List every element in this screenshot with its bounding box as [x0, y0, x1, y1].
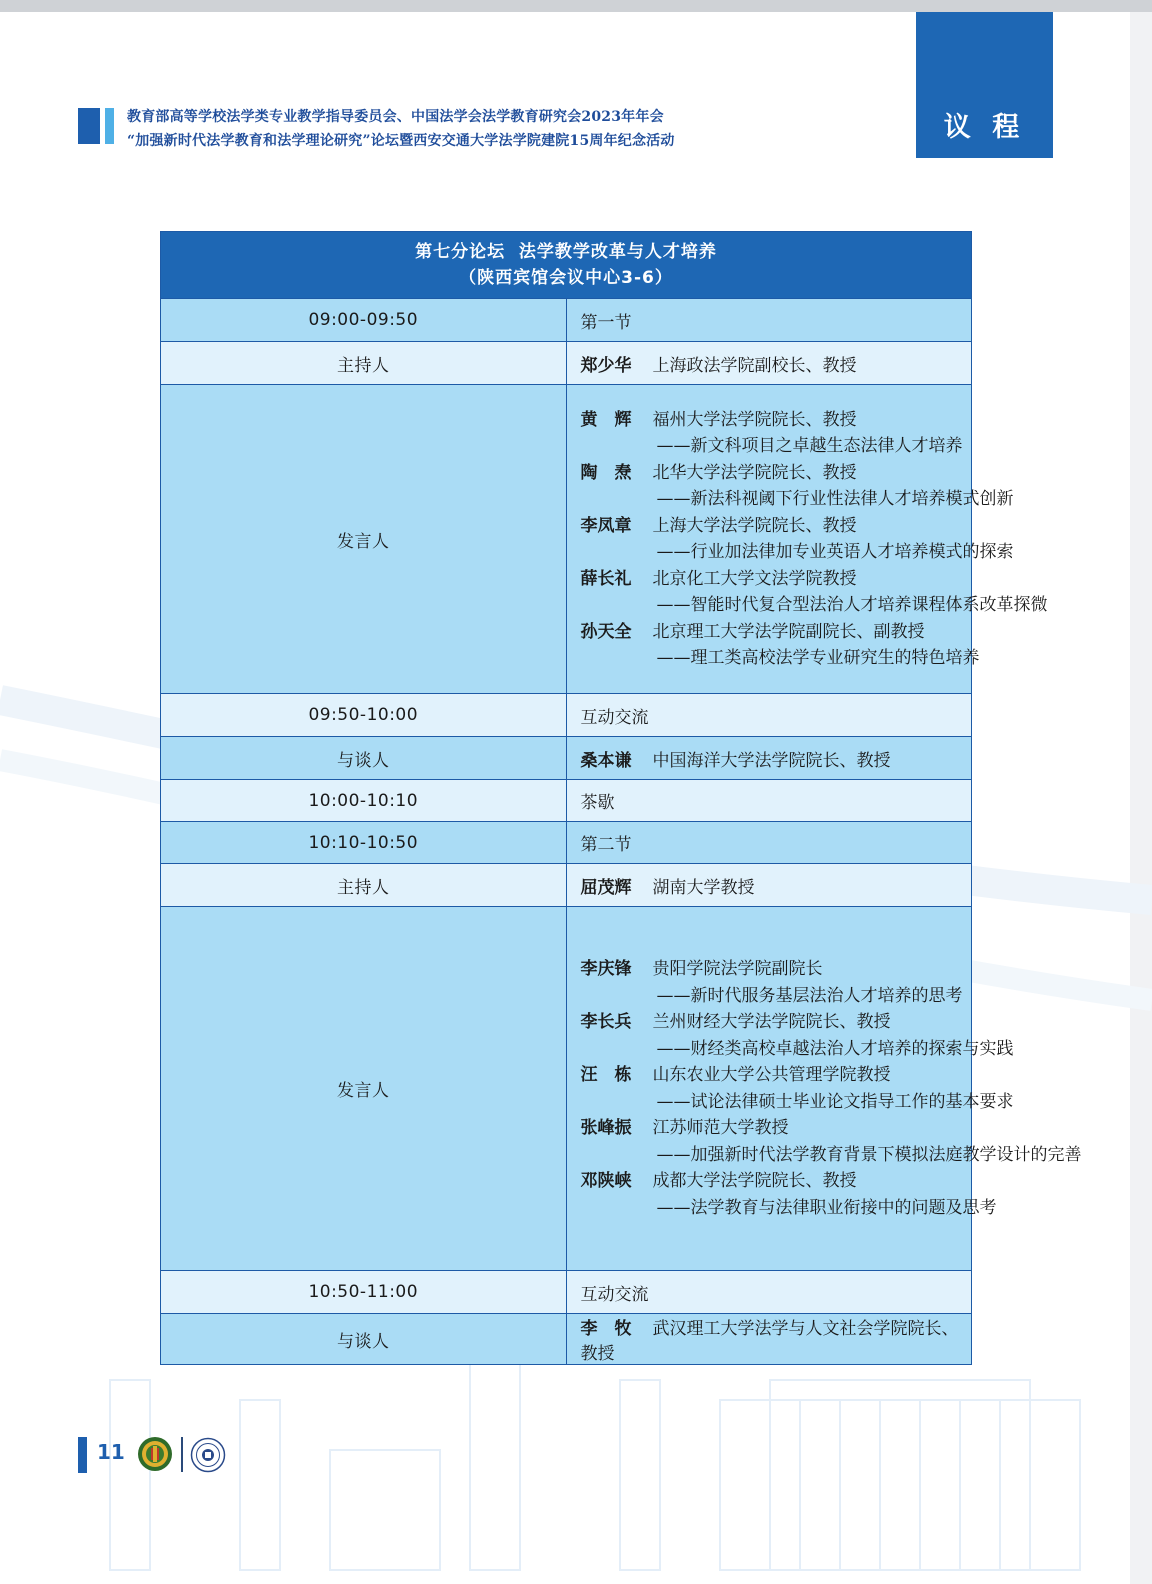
role-cell: 主持人 — [161, 864, 567, 907]
time-cell: 09:50-10:00 — [161, 694, 567, 737]
speaker-topic: ——试论法律硕士毕业论文指导工作的基本要求 — [656, 1091, 1014, 1112]
agenda-tab-label: 议 程 — [943, 112, 1026, 143]
table-title: 第七分论坛 法学教学改革与人才培养 — [415, 242, 717, 262]
speaker-title: 江苏师范大学教授 — [652, 1118, 789, 1138]
page-number-bar — [78, 1437, 87, 1473]
speaker-topic: ——法学教育与法律职业衔接中的问题及思考 — [656, 1197, 997, 1218]
speaker-title: 上海大学法学院院长、教授 — [652, 515, 857, 536]
speaker-name: 张峰振 — [580, 1118, 632, 1138]
speaker-line — [581, 1168, 972, 1195]
speaker-topic: ——新文科项目之卓越生态法律人才培养 — [656, 436, 963, 456]
host-cell — [566, 342, 972, 385]
speaker-line — [581, 566, 972, 593]
session-cell: 茶歇 — [566, 780, 972, 822]
speaker-title: 贵阳学院法学院副院长 — [652, 959, 823, 979]
speaker-topic: ——新法科视阈下行业性法律人才培养模式创新 — [656, 489, 1014, 509]
top-strip — [0, 0, 1152, 12]
speaker-topic: ——新时代服务基层法治人才培养的思考 — [656, 985, 963, 1006]
header-line-1: 教育部高等学校法学类专业教学指导委员会、中国法学会法学教育研究会2023年年会 — [127, 109, 664, 125]
host-name: 屈茂辉 — [580, 877, 632, 898]
speaker-name: 黄 辉 — [580, 409, 632, 430]
speaker-title: 成都大学法学院院长、教授 — [652, 1171, 857, 1191]
table-row — [161, 780, 972, 822]
discussant-cell — [566, 737, 972, 780]
role-cell: 发言人 — [161, 907, 567, 1271]
table-row — [161, 737, 972, 780]
speaker-name: 陶 焘 — [580, 462, 632, 483]
speaker-line — [581, 407, 972, 434]
speaker-title: 福州大学法学院院长、教授 — [652, 409, 857, 430]
table-row — [161, 907, 972, 1271]
speaker-title: 山东农业大学公共管理学院教授 — [652, 1065, 891, 1085]
logo-divider — [181, 1437, 183, 1472]
speaker-name: 李凤章 — [580, 515, 632, 536]
time-cell: 10:00-10:10 — [161, 780, 567, 822]
speaker-line — [581, 1115, 972, 1142]
session-cell: 第二节 — [566, 822, 972, 864]
header-accent-bar — [78, 108, 100, 144]
speaker-title: 兰州财经大学法学院院长、教授 — [652, 1012, 891, 1032]
agenda-tab — [916, 12, 1053, 158]
header-accent-bar-light — [105, 108, 114, 144]
host-name: 郑少华 — [580, 355, 632, 376]
table-subtitle: （陕西宾馆会议中心3-6） — [459, 268, 673, 288]
speaker-title: 北华大学法学院院长、教授 — [652, 462, 857, 483]
speaker-name: 薛长礼 — [580, 568, 632, 589]
role-cell: 与谈人 — [161, 1314, 567, 1365]
discussant-name: 桑本谦 — [580, 750, 632, 771]
law-school-emblem-icon — [137, 1436, 173, 1472]
time-cell: 09:00-09:50 — [161, 299, 567, 342]
table-row — [161, 864, 972, 907]
role-cell: 发言人 — [161, 385, 567, 694]
speaker-line — [581, 1009, 972, 1036]
xjtu-emblem-icon — [190, 1437, 226, 1473]
table-row — [161, 1314, 972, 1365]
speaker-name: 汪 栋 — [580, 1065, 632, 1085]
speaker-title: 北京理工大学法学院副院长、副教授 — [652, 621, 925, 642]
discussant-cell — [566, 1314, 972, 1365]
speaker-line — [581, 513, 972, 540]
speaker-topic: ——加强新时代法学教育背景下模拟法庭教学设计的完善 — [656, 1144, 1082, 1165]
session-cell: 互动交流 — [566, 694, 972, 737]
time-cell: 10:50-11:00 — [161, 1271, 567, 1314]
speakers-cell — [566, 385, 1048, 694]
role-cell: 与谈人 — [161, 737, 567, 780]
speaker-name: 李长兵 — [580, 1012, 632, 1032]
speaker-name: 李庆锋 — [580, 959, 632, 979]
session-cell: 第一节 — [566, 299, 972, 342]
speaker-topic: ——行业加法律加专业英语人才培养模式的探索 — [656, 542, 1014, 562]
table-row — [161, 694, 972, 737]
time-cell: 10:10-10:50 — [161, 822, 567, 864]
speaker-topic: ——理工类高校法学专业研究生的特色培养 — [656, 648, 980, 668]
speaker-title: 北京化工大学文法学院教授 — [652, 568, 857, 589]
table-row — [161, 342, 972, 385]
discussant-title: 武汉理工大学法学与人文社会学院院长、教授 — [580, 1319, 959, 1364]
table-row — [161, 299, 972, 342]
host-title: 上海政法学院副校长、教授 — [652, 355, 857, 376]
speaker-name: 邓陕峡 — [580, 1171, 632, 1191]
session-cell: 互动交流 — [566, 1271, 972, 1314]
role-cell: 主持人 — [161, 342, 567, 385]
table-row — [161, 385, 972, 694]
table-title-cell — [161, 232, 972, 299]
right-page-edge — [1130, 12, 1152, 1584]
host-cell — [566, 864, 972, 907]
table-row — [161, 1271, 972, 1314]
speakers-cell — [566, 907, 1082, 1271]
discussant-name: 李 牧 — [580, 1319, 632, 1339]
agenda-table — [160, 231, 1082, 1365]
speaker-line — [581, 460, 972, 487]
speaker-line — [581, 619, 972, 646]
speaker-name: 孙天全 — [580, 621, 632, 642]
header-line-2: “加强新时代法学教育和法学理论研究”论坛暨西安交通大学法学院建院15周年纪念活动 — [127, 133, 675, 149]
speaker-topic: ——财经类高校卓越法治人才培养的探索与实践 — [656, 1038, 1014, 1059]
speaker-line — [581, 1062, 972, 1089]
host-title: 湖南大学教授 — [652, 877, 755, 898]
page-number: 11 — [97, 1440, 125, 1464]
speaker-topic: ——智能时代复合型法治人才培养课程体系改革探微 — [656, 595, 1048, 615]
table-row — [161, 822, 972, 864]
speaker-line — [581, 956, 972, 983]
discussant-title: 中国海洋大学法学院院长、教授 — [652, 750, 891, 771]
